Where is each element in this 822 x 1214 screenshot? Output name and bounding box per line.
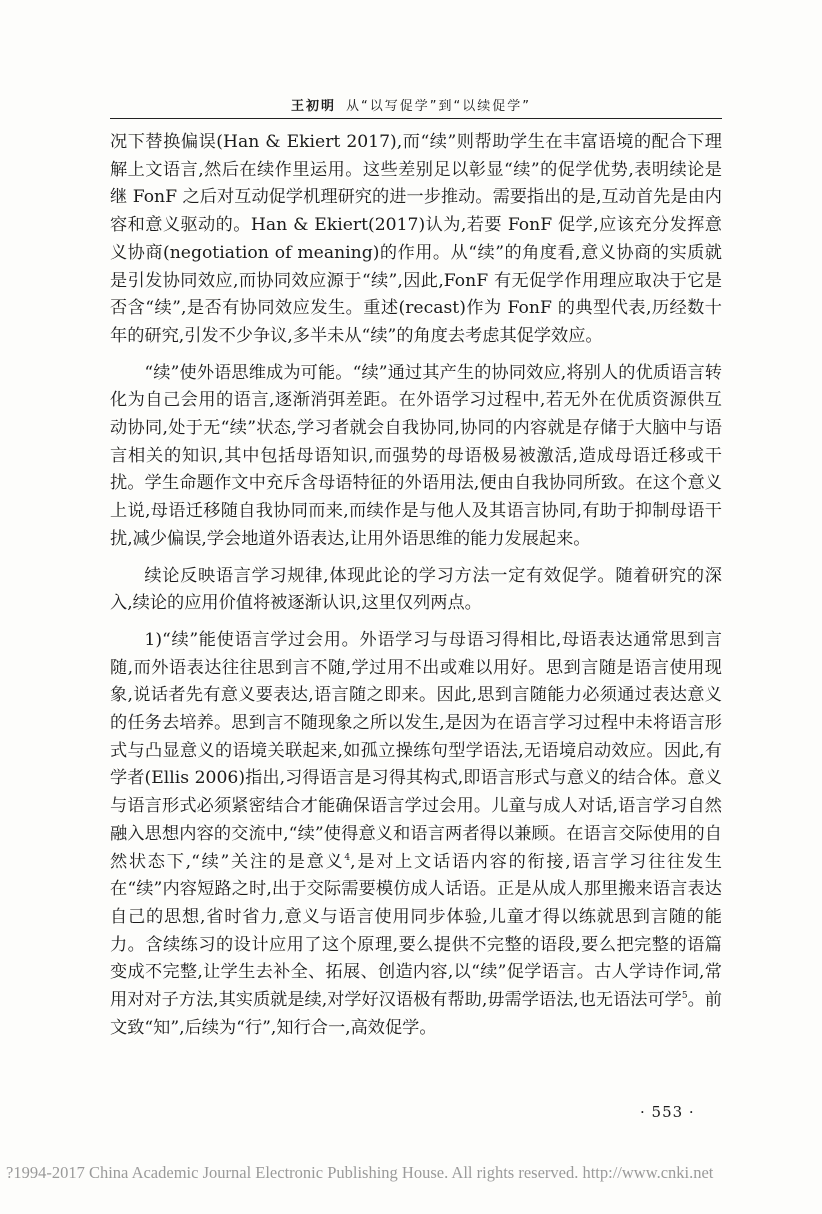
footnote-ref-5[interactable]: 5 — [681, 991, 688, 1002]
point-one-text-a: 1)“续”能使语言学过会用。外语学习与母语习得相比,母语表达通常思到言随,而外语表达往往思到言不随,学过用不出或难以用好。思到言随是语言使用现象,说话者先有意义要表达,语言随之即来。因此,思到言随能力必须通过表达意义的任务去培养。思到言不随现象之所以发生,是因为在语言学习过程中未将语言形式与凸显意义的语境关联起来,如孤立操练句型学语法,无语境启动效应。因此,有学者(Ellis 2006)指出,习得语言是习得其构式,即语言形式与意义的结合体。意义与语言形式必须紧密结合才能确保语言学过会用。儿童与成人对话,语言学习自然融入思想内容的交流中,“续”使得意义和语言两者得以兼顾。在语言交际使用的自然状态下,“续”关注的是意义 — [110, 629, 722, 872]
copyright-footer: ?1994-2017 China Academic Journal Electronic Publishing House. All rights reserved. http://www.cnki.net — [6, 1163, 714, 1182]
header-rule — [110, 118, 722, 119]
page-number: · 553 · — [640, 1103, 695, 1121]
paragraph-point-one — [110, 627, 722, 1043]
point-one-text-b: ,是对上文话语内容的衔接,语言学习往往发生在“续”内容短路之时,出于交际需要模仿成人话语。正是从成人那里搬来语言表达自己的思想,省时省力,意义与语言使用同步体验,儿童才得以练就思到言随的能力。含续练习的设计应用了这个原理,要么提供不完整的语段,要么把完整的语篇变成不完整,让学生去补全、拓展、创造内容,以“续”促学语言。古人学诗作词,常用对对子方法,其实质就是续,对学好汉语极有帮助,毋需学语法,也无语法可学 — [110, 851, 722, 1011]
header-title: 从“以写促学”到“以续促学” — [346, 99, 531, 114]
point-one-text-c: 。前文致“知”,后续为“行”,知行合一,高效促学。 — [110, 990, 722, 1038]
article-body — [110, 129, 722, 1043]
footnote-ref-4[interactable]: 4 — [344, 852, 351, 863]
paragraph-foreign-language-thinking: “续”使外语思维成为可能。“续”通过其产生的协同效应,将别人的优质语言转化为自己会用的语言,逐渐消弭差距。在外语学习过程中,若无外在优质资源供互动协同,处于无“续”状态,学习者就会自我协同,协同的内容就是存储于大脑中与语言相关的知识,其中包括母语知识,而强势的母语极易被激活,造成母语迁移或干扰。学生命题作文中充斥含母语特征的外语用法,便由自我协同所致。在这个意义上说,母语迁移随自我协同而来,而续作是与他人及其语言协同,有助于抑制母语干扰,减少偏误,学会地道外语表达,让用外语思维的能力发展起来。 — [110, 362, 722, 549]
running-header — [0, 95, 822, 114]
paragraph-application-intro: 续论反映语言学习规律,体现此论的学习方法一定有效促学。随着研究的深入,续论的应用价值将被逐渐认识,这里仅列两点。 — [110, 565, 722, 614]
paragraph-continuation: 况下替换偏误(Han & Ekiert 2017),而“续”则帮助学生在丰富语境的配合下理解上文语言,然后在续作里运用。这些差别足以彰显“续”的促学优势,表明续论是继 FonF 之后对互动促学机理研究的进一步推动。需要指出的是,互动首先是由内容和意义驱动的。Han & Ekiert(2017)认为,若要 FonF 促学,应该充分发挥意义协商(negotiation of meaning)的作用。从“续”的角度看,意义协商的实质就是引发协同效应,而协同效应源于“续”,因此,FonF 有无促学作用理应取决于它是否含“续”,是否有协同效应发生。重述(recast)作为 FonF 的典型代表,历经数十年的研究,引发不少争议,多半未从“续”的角度去考虑其促学效应。 — [110, 132, 722, 346]
header-author: 王初明 — [291, 99, 337, 114]
